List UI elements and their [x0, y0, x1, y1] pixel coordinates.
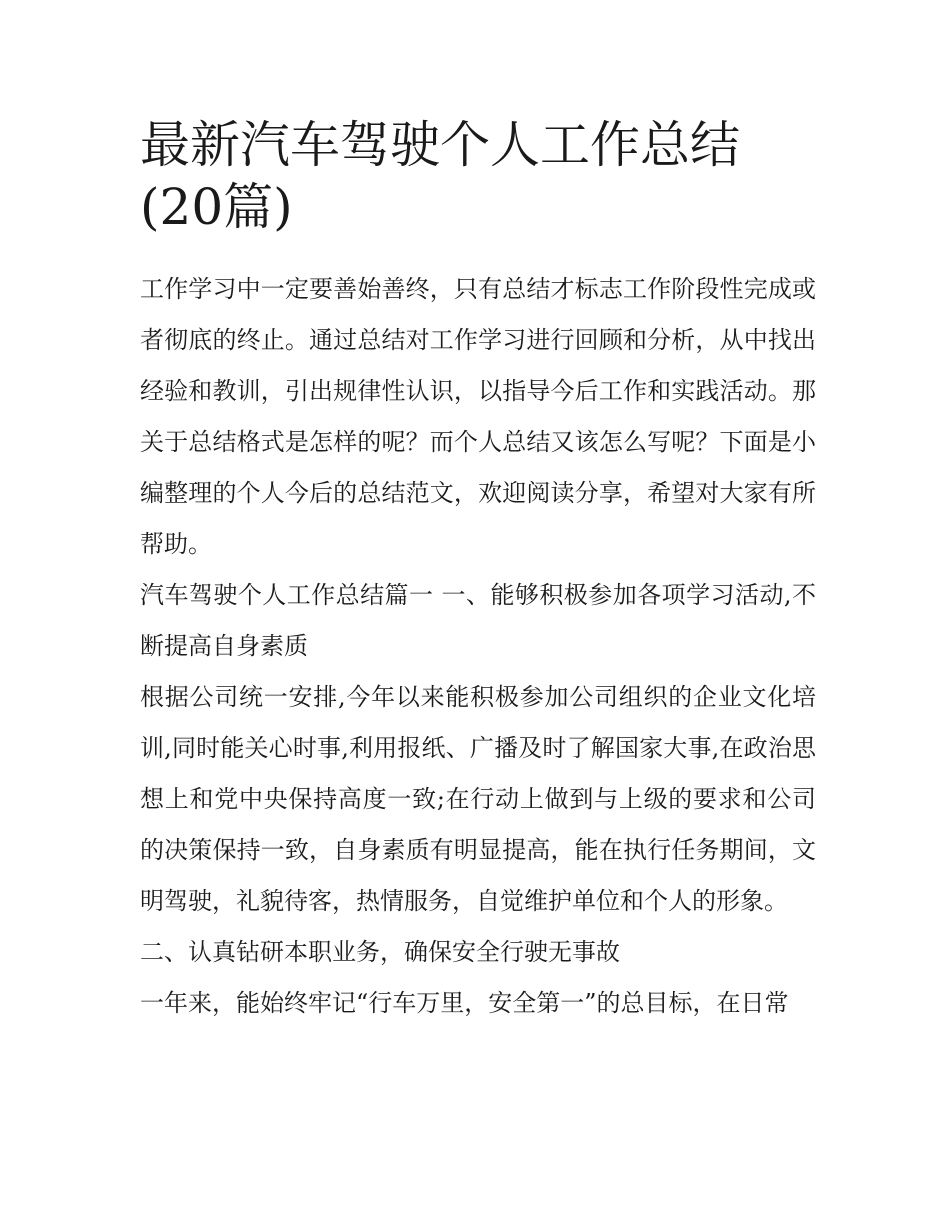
document-page: [140, 114, 816, 1029]
section-paragraph-1: 根据公司统一安排,今年以来能积极参加公司组织的企业文化培训,同时能关心时事,利用报纸、广播及时了解国家大事,在政治思想上和党中央保持高度一致;在行动上做到与上级的要求和公司的决策保持一致，自身素质有明显提高，能在执行任务期间，文明驾驶，礼貌待客，热情服务，自觉维护单位和个人的形象。: [140, 683, 816, 915]
section-heading-2: 二、认真钻研本职业务，确保安全行驶无事故: [140, 938, 620, 966]
document-title: 最新汽车驾驶个人工作总结(20篇): [140, 116, 740, 236]
section-paragraph-2: 一年来，能始终牢记“行车万里，安全第一”的总目标，在日常: [140, 989, 789, 1017]
intro-paragraph: 工作学习中一定要善始善终，只有总结才标志工作阶段性完成或者彻底的终止。通过总结对工作学习进行回顾和分析，从中找出经验和教训，引出规律性认识，以指导今后工作和实践活动。那关于总结格式是怎样的呢？而个人总结又该怎么写呢？下面是小编整理的个人今后的总结范文，欢迎阅读分享，希望对大家有所帮助。: [140, 275, 816, 558]
section-heading-1: 汽车驾驶个人工作总结篇一 一、能够积极参加各项学习活动,不断提高自身素质: [140, 581, 816, 660]
